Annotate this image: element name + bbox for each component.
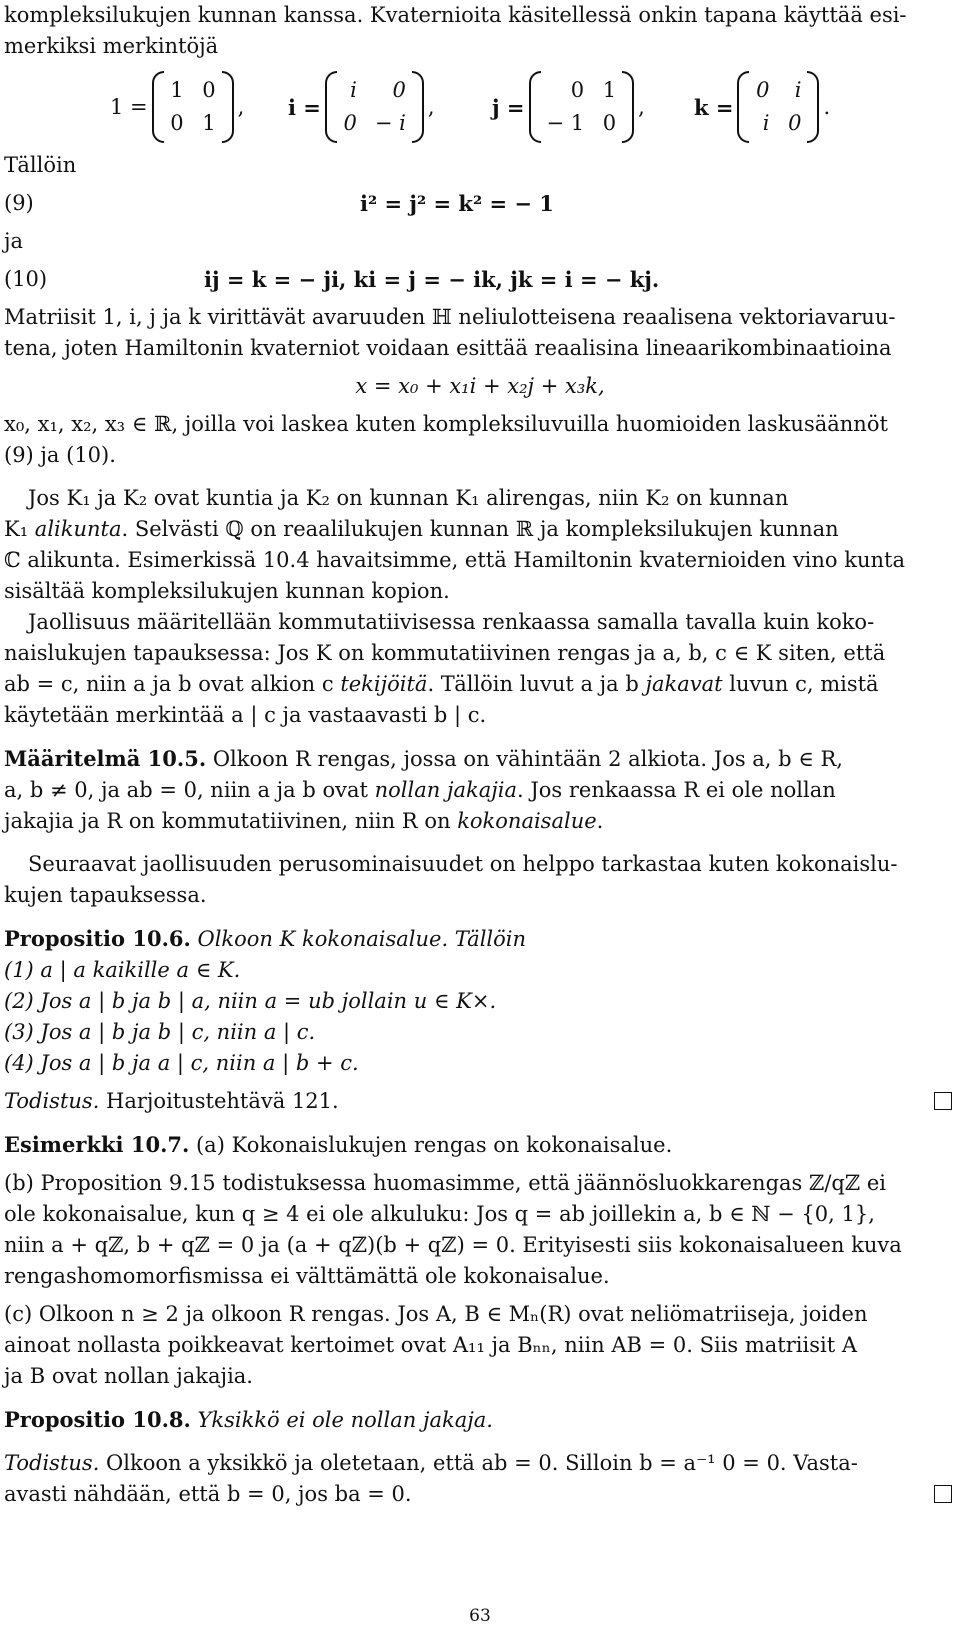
qed-box-icon <box>934 1092 952 1110</box>
matrix-lhs: j = <box>492 94 525 120</box>
matrix-entry: 0 <box>756 78 770 102</box>
matrix-entry: 0 <box>392 78 406 102</box>
matrix-k <box>694 68 830 146</box>
right-paren <box>622 71 634 143</box>
matrix-entry: 0 <box>570 78 585 102</box>
proposition-label: Propositio 10.6. <box>4 926 191 951</box>
proposition-item: (2) Jos a | b ja b | a, niin a = ub jollain u ∈ K×. <box>4 989 497 1013</box>
matrix-entry: i <box>762 111 770 135</box>
equation-body: i² = j² = k² = − 1 <box>360 191 554 216</box>
matrix-separator: , <box>638 94 645 119</box>
then-word: Tällöin <box>4 153 77 177</box>
page-content <box>4 0 956 1510</box>
example-10-7-c-line-3: ja B ovat nollan jakajia. <box>4 1364 253 1388</box>
paragraph-after-x-line-2: (9) ja (10). <box>4 443 116 467</box>
paragraph-subfield-line-4: sisältää kompleksilukujen kunnan kopion. <box>4 579 450 603</box>
matrix-entry: 1 <box>170 78 184 102</box>
example-10-7-b-line-2: ole kokonaisalue, kun q ≥ 4 ei ole alkuluku: Jos q = ab joillekin a, b ∈ ℕ − {0, 1}, <box>4 1202 875 1226</box>
quaternion-matrices <box>4 68 956 146</box>
left-paren <box>737 71 749 143</box>
matrix-i <box>288 68 435 146</box>
right-paren <box>807 71 819 143</box>
equation-number: (9) <box>4 191 34 215</box>
matrix-entry: i <box>794 78 802 102</box>
matrix-separator: . <box>823 94 831 119</box>
paragraph-following-line-2: kujen tapauksessa. <box>4 883 207 907</box>
equation-number: (10) <box>4 267 48 291</box>
matrix-j <box>492 68 645 146</box>
matrix-entry: 0 <box>343 111 357 135</box>
proof-label: Todistus. <box>4 1451 100 1475</box>
matrix <box>737 71 819 143</box>
proof-10-6: Todistus. Harjoitustehtävä 121. <box>4 1086 956 1117</box>
equation-body: ij = k = − ji, ki = j = − ik, jk = i = − kj. <box>204 267 660 292</box>
proposition-item: (1) a | a kaikille a ∈ K. <box>4 958 241 982</box>
equation-9 <box>4 188 956 219</box>
right-paren <box>412 71 424 143</box>
left-paren <box>529 71 541 143</box>
matrix-one <box>110 68 244 146</box>
matrix-entries <box>337 75 412 139</box>
paragraph-divisibility-line-4: käytetään merkintää a | c ja vastaavasti b | c. <box>4 703 487 727</box>
right-paren <box>222 71 234 143</box>
matrix-entry: i <box>350 78 357 102</box>
example-10-7-b-line-4: rengashomomorfismissa ei välttämättä ole kokonaisalue. <box>4 1264 610 1288</box>
paragraph-divisibility-line-1: Jaollisuus määritellään kommutatiivisessa renkaassa samalla tavalla kuin koko- <box>28 610 875 634</box>
proposition-item: (4) Jos a | b ja a | c, niin a | b + c. <box>4 1051 359 1075</box>
paragraph-matrices-line-2: tena, joten Hamiltonin kvaterniot voidaan esittää reaalisina lineaarikombinaatioina <box>4 336 892 360</box>
matrix <box>152 71 234 143</box>
equation-x: x = x₀ + x₁i + x₂j + x₃k, <box>355 374 605 398</box>
and-word: ja <box>4 229 24 253</box>
proof-10-8-line-1: Todistus. Olkoon a yksikkö ja oletetaan, että ab = 0. Silloin b = a⁻¹ 0 = 0. Vasta- <box>4 1451 858 1475</box>
matrix-entry: − i <box>374 111 406 135</box>
definition-10-5-line-2: a, b ≠ 0, ja ab = 0, niin a ja b ovat nollan jakajia. Jos renkaassa R ei ole nollan <box>4 778 836 802</box>
paragraph-after-x-line-1: x₀, x₁, x₂, x₃ ∈ ℝ, joilla voi laskea kuten kompleksiluvuilla huomioiden laskusäännöt <box>4 412 888 436</box>
paragraph-divisibility-line-2: naislukujen tapauksessa: Jos K on kommutatiivinen rengas ja a, b, c ∈ K siten, että <box>4 641 886 665</box>
paragraph-following-line-1: Seuraavat jaollisuuden perusominaisuudet on helppo tarkastaa kuten kokonaislu- <box>28 852 898 876</box>
matrix-lhs: k = <box>694 94 734 120</box>
matrix-entries <box>749 75 807 139</box>
proposition-10-6-heading: Propositio 10.6. Olkoon K kokonaisalue. Tällöin <box>4 926 527 951</box>
page-number: 63 <box>469 1606 491 1626</box>
example-10-7-a: Esimerkki 10.7. (a) Kokonaislukujen rengas on kokonaisalue. <box>4 1132 673 1157</box>
definition-10-5-line-3: jakajia ja R on kommutatiivinen, niin R on kokonaisalue. <box>4 809 604 833</box>
left-paren <box>152 71 164 143</box>
matrix-entry: 0 <box>602 111 617 135</box>
example-10-7-c-line-1: (c) Olkoon n ≥ 2 ja olkoon R rengas. Jos A, B ∈ Mₙ(R) ovat neliömatriiseja, joiden <box>4 1302 868 1326</box>
proof-label: Todistus. <box>4 1089 100 1113</box>
example-10-7-c-line-2: ainoat nollasta poikkeavat kertoimet ovat A₁₁ ja Bₙₙ, niin AB = 0. Siis matriisit A <box>4 1333 857 1357</box>
matrix <box>325 71 424 143</box>
intro-line-2: merkiksi merkintöjä <box>4 34 219 58</box>
definition-10-5-line-1: Määritelmä 10.5. Olkoon R rengas, jossa on vähintään 2 alkiota. Jos a, b ∈ R, <box>4 746 843 771</box>
matrix-entries <box>164 75 222 139</box>
matrix-lhs: 1 = <box>110 94 148 119</box>
example-label: Esimerkki 10.7. <box>4 1132 190 1157</box>
matrix-entry: 0 <box>170 111 184 135</box>
intro-line-1: kompleksilukujen kunnan kanssa. Kvaternioita käsitellessä onkin tapana käyttää esi- <box>4 3 907 27</box>
paragraph-subfield-line-2: K₁ alikunta. Selvästi ℚ on reaalilukujen kunnan ℝ ja kompleksilukujen kunnan <box>4 517 839 541</box>
example-10-7-b-line-3: niin a + qℤ, b + qℤ = 0 ja (a + qℤ)(b + qℤ) = 0. Erityisesti siis kokonaisalueen kuva <box>4 1233 902 1257</box>
paragraph-divisibility-line-3: ab = c, niin a ja b ovat alkion c tekijöitä. Tällöin luvut a ja b jakavat luvun c, mistä <box>4 672 879 696</box>
matrix-separator: , <box>427 94 435 119</box>
proposition-10-8: Propositio 10.8. Yksikkö ei ole nollan jakaja. <box>4 1407 493 1432</box>
definition-label: Määritelmä 10.5. <box>4 746 207 771</box>
proposition-item: (3) Jos a | b ja b | c, niin a | c. <box>4 1020 316 1044</box>
example-10-7-b-line-1: (b) Proposition 9.15 todistuksessa huomasimme, että jäännösluokkarengas ℤ/qℤ ei <box>4 1171 886 1195</box>
proof-10-8-line-2: avasti nähdään, että b = 0, jos ba = 0. <box>4 1479 956 1510</box>
matrix-entry: 1 <box>202 111 216 135</box>
matrix <box>529 71 635 143</box>
matrix-entries <box>541 75 623 139</box>
paragraph-subfield-line-3: ℂ alikunta. Esimerkissä 10.4 havaitsimme, että Hamiltonin kvaternioiden vino kunta <box>4 548 905 572</box>
paragraph-matrices-line-1: Matriisit 1, i, j ja k virittävät avaruuden ℍ neliulotteisena reaalisena vektoriavaruu- <box>4 305 896 329</box>
matrix-entry: 0 <box>788 111 802 135</box>
matrix-entry: 0 <box>202 78 216 102</box>
equation-10 <box>4 264 956 295</box>
matrix-entry: − 1 <box>546 111 585 135</box>
left-paren <box>325 71 337 143</box>
paragraph-subfield-line-1: Jos K₁ ja K₂ ovat kuntia ja K₂ on kunnan K₁ alirengas, niin K₂ on kunnan <box>28 486 789 510</box>
matrix-entry: 1 <box>602 78 617 102</box>
qed-box-icon <box>934 1485 952 1503</box>
matrix-separator: , <box>237 94 245 119</box>
proposition-label: Propositio 10.8. <box>4 1407 191 1432</box>
matrix-lhs: i = <box>288 94 321 120</box>
